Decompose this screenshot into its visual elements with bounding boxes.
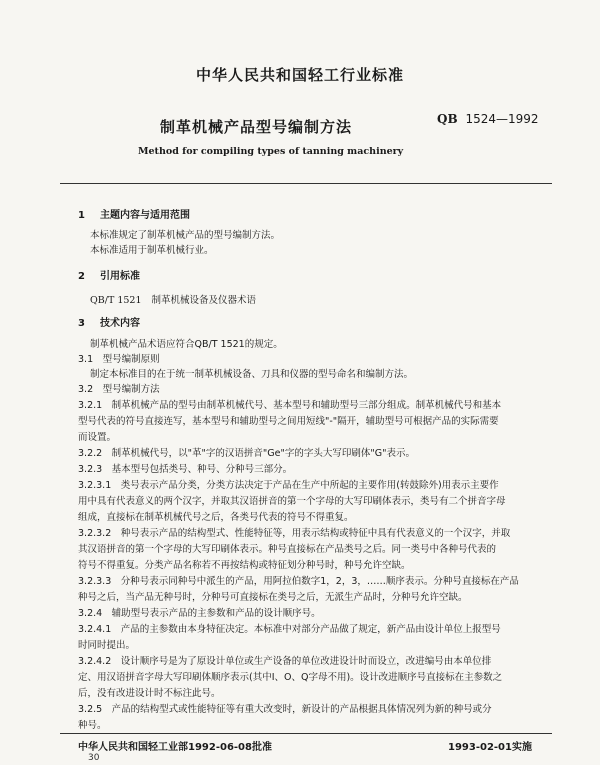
- section-number: 2: [78, 271, 85, 282]
- paragraph-line: 3.2.4.2 设计顺序号是为了原设计单位或生产设备的单位改进设计时而设立，改进编号由本单位排: [78, 656, 492, 667]
- section-number: 3: [78, 318, 85, 329]
- standard-code: [437, 112, 539, 126]
- paragraph-line: 后，没有改进设计时不标注此号。: [78, 688, 221, 699]
- paragraph-line: 3.2.3.1 类号表示产品分类，分类方法决定于产品在生产中所起的主要作用(转鼓除外)用表示主要作: [78, 480, 499, 491]
- paragraph-line: 符号不得重复。分类产品名称若不再按结构或特征划分种号时，种号允许空缺。: [78, 560, 411, 571]
- bottom-divider: [60, 733, 552, 734]
- standard-header: 中华人民共和国轻工行业标准: [195, 66, 404, 84]
- section-2-heading: [78, 267, 140, 282]
- paragraph-line: 本标准适用于制革机械行业。: [90, 245, 214, 256]
- paragraph-line: 3.2.5 产品的结构型式或性能特征等有重大改变时，新设计的产品根据具体情况列为新的种号或分: [78, 704, 492, 715]
- approval-note: 中华人民共和国轻工业部1992-06-08批准: [78, 742, 272, 753]
- english-title: Method for compiling types of tanning machinery: [138, 146, 404, 157]
- paragraph-line: 型号代表的符号直接连写，基本型号和辅助型号之间用短线"-"隔开，辅助型号可根据产品的实际需要: [78, 416, 499, 427]
- section-3-heading: [78, 314, 140, 329]
- section-title: 主题内容与适用范围: [100, 210, 190, 221]
- standard-prefix: QB: [437, 112, 458, 126]
- clause-heading: 3.1 型号编制原则: [78, 354, 160, 365]
- paragraph-line: 用中具有代表意义的两个汉字，并取其汉语拼音的第一个字母的大写印刷体表示，类号有二个拼音字母: [78, 496, 506, 507]
- standard-title: 制革机械产品型号编制方法: [160, 118, 353, 136]
- paragraph-line: 种号。: [78, 720, 107, 731]
- section-title: 技术内容: [100, 318, 140, 329]
- section-1-heading: [78, 206, 190, 221]
- reference-standard: [90, 292, 256, 306]
- paragraph-line: 3.2.1 制革机械产品的型号由制革机械代号、基本型号和辅助型号三部分组成。制革机械代号和基本: [78, 400, 502, 411]
- paragraph-line: 时同时提出。: [78, 640, 136, 651]
- paragraph-line: 而设置。: [78, 432, 117, 443]
- clause-heading: 3.2 型号编制方法: [78, 384, 160, 395]
- section-number: 1: [78, 210, 85, 221]
- paragraph-line: 本标准规定了制革机械产品的型号编制方法。: [90, 230, 281, 241]
- reference-name: 制革机械设备及仪器术语: [151, 295, 257, 306]
- paragraph-line: 定、用汉语拼音字母大写印刷体顺序表示(其中I、O、Q字母不用)。设计改进顺序号直接标在主参数之: [78, 672, 503, 683]
- top-divider: [60, 183, 552, 184]
- section-title: 引用标准: [100, 271, 140, 282]
- effective-date: 1993-02-01实施: [448, 742, 532, 753]
- page-number: 30: [88, 753, 100, 763]
- paragraph-line: 组成，直接标在制革机械代号之后，各类号代表的符号不得重复。: [78, 512, 354, 523]
- paragraph-line: 3.2.3.2 种号表示产品的结构型式、性能特征等，用表示结构或特征中具有代表意义的一个汉字，并取: [78, 528, 511, 539]
- paragraph-line: 3.2.3 基本型号包括类号、种号、分种号三部分。: [78, 464, 293, 475]
- paragraph-line: 其汉语拼音的第一个字母的大写印刷体表示。种号直接标在产品类号之后。同一类号中各种号代表的: [78, 544, 497, 555]
- standard-number: 1524—1992: [465, 112, 539, 126]
- reference-code: QB/T 1521: [90, 295, 142, 306]
- paragraph-line: 3.2.3.3 分种号表示同种号中派生的产品，用阿拉伯数字1，2，3，……顺序表示。分种号直接标在产品: [78, 576, 519, 587]
- paragraph-line: 3.2.4 辅助型号表示产品的主参数和产品的设计顺序号。: [78, 608, 321, 619]
- paragraph-line: 制定本标准目的在于统一制革机械设备、刀具和仪器的型号命名和编制方法。: [90, 369, 414, 380]
- paragraph-line: 制革机械产品术语应符合QB/T 1521的规定。: [90, 339, 283, 350]
- paragraph-line: 种号之后，当产品无种号时，分种号可直接标在类号之后，无派生产品时，分种号允许空缺。: [78, 592, 468, 603]
- paragraph-line: 3.2.4.1 产品的主参数由本身特征决定。本标准中对部分产品做了规定，新产品由设计单位上报型号: [78, 624, 501, 635]
- paragraph-line: 3.2.2 制革机械代号，以"革"字的汉语拼音"Ge"字的字头大写印刷体"G"表示。: [78, 448, 415, 459]
